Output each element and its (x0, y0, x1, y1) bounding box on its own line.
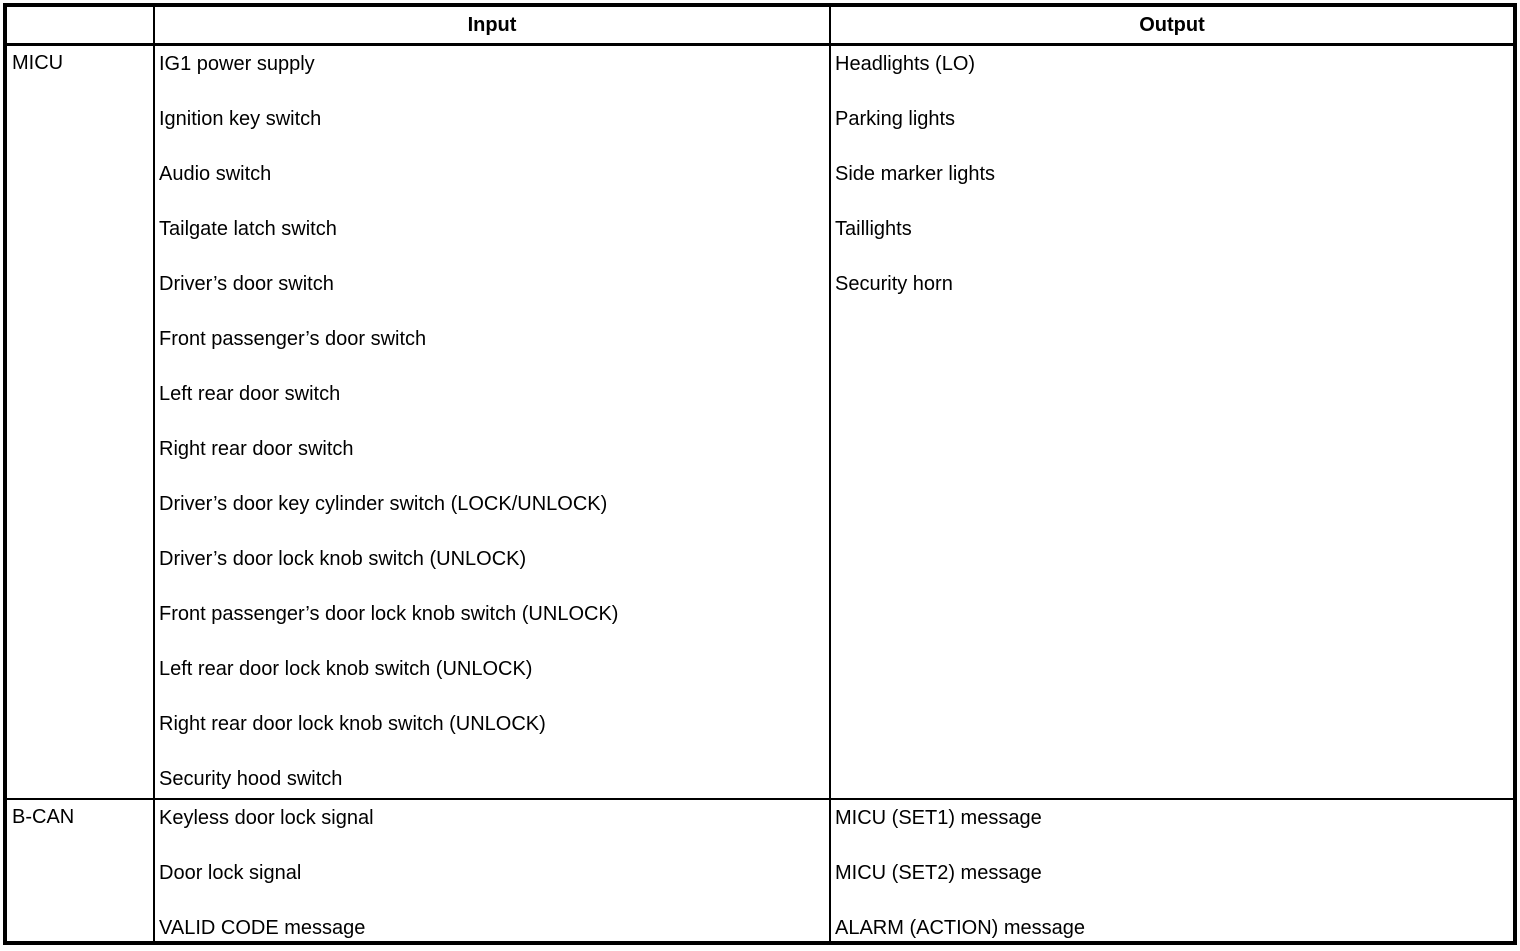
input-cell (155, 46, 831, 798)
io-item: Audio switch (159, 163, 272, 185)
io-table (3, 3, 1517, 945)
table-header-row (7, 7, 1513, 46)
io-item: Taillights (835, 218, 912, 240)
io-item: Ignition key switch (159, 108, 322, 130)
row-label: B-CAN (7, 800, 155, 941)
output-cell (831, 800, 1513, 941)
output-column-header: Output (1139, 14, 1205, 36)
io-item: VALID CODE message (159, 917, 366, 939)
table-row (7, 46, 1513, 800)
output-cell (831, 46, 1513, 798)
io-item: Driver’s door lock knob switch (UNLOCK) (159, 548, 527, 570)
io-item: MICU (SET1) message (835, 807, 1042, 829)
input-cell (155, 800, 831, 941)
corner-header-cell (7, 7, 155, 43)
table-body (7, 46, 1513, 941)
io-item: Side marker lights (835, 163, 996, 185)
io-item: Front passenger’s door lock knob switch (UNLOCK) (159, 603, 619, 625)
io-item: MICU (SET2) message (835, 862, 1042, 884)
io-item: Keyless door lock signal (159, 807, 374, 829)
row-label: MICU (7, 46, 155, 798)
io-item: IG1 power supply (159, 53, 315, 75)
io-item: Security horn (835, 273, 953, 295)
io-item: Left rear door lock knob switch (UNLOCK) (159, 658, 533, 680)
input-column-header: Input (155, 7, 831, 43)
io-item: Tailgate latch switch (159, 218, 337, 240)
table-row (7, 800, 1513, 941)
io-item: Driver’s door key cylinder switch (LOCK/UNLOCK) (159, 493, 608, 515)
io-item: Right rear door switch (159, 438, 354, 460)
io-item: Headlights (LO) (835, 53, 976, 75)
io-item: Left rear door switch (159, 383, 341, 405)
io-item: Driver’s door switch (159, 273, 334, 295)
io-item: Front passenger’s door switch (159, 328, 427, 350)
io-item: Parking lights (835, 108, 956, 130)
io-item: Security hood switch (159, 768, 343, 790)
io-item: Right rear door lock knob switch (UNLOCK) (159, 713, 546, 735)
io-item: Door lock signal (159, 862, 302, 884)
io-item: ALARM (ACTION) message (835, 917, 1086, 939)
